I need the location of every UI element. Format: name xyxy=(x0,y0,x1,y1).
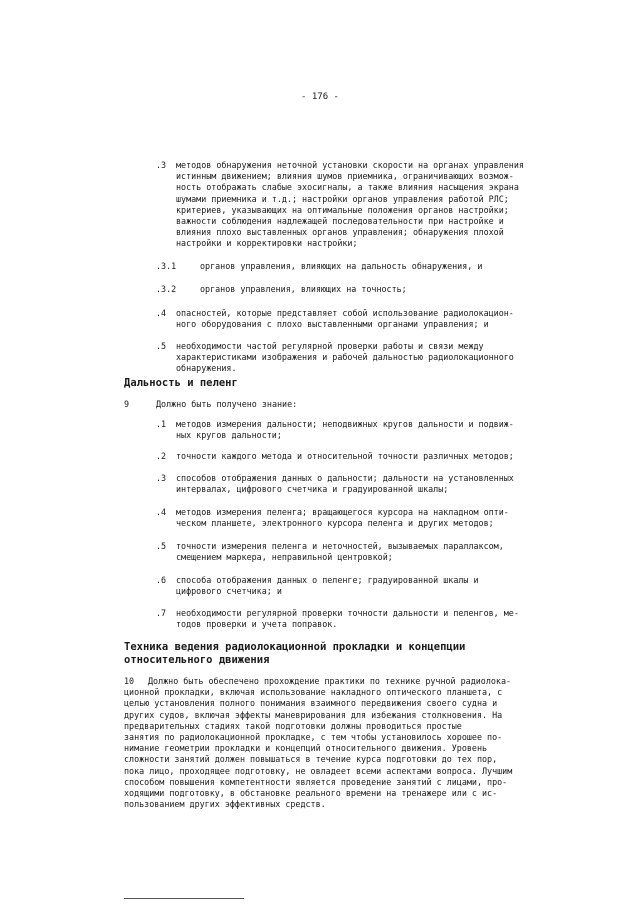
item-number: .3.2 xyxy=(156,284,177,294)
list-item xyxy=(156,284,556,296)
item-number: .1 xyxy=(156,419,167,429)
item-text: методов обнаружения неточной установки скорости на органах управления истинным движением; влияния шумов приемника, ограничивающих возмож- ность отображать слабые эхосигналы, а также влияния насыщения экрана шумами приемника и т.д.; настройки органов управления работой РЛС; критериев, указывающих на оптимальные положения органов настройки; важности соблюдения надлежащей последовательности при настройке и влияния плохо выставленных органов управления; обнаружения плохой настройки и корректировки настройки; xyxy=(176,160,524,249)
list-item xyxy=(156,473,556,497)
page-number: - 176 - xyxy=(301,92,339,102)
paragraph-text: Должно быть обеспечено прохождение практики по технике ручной радиолока- ционной прокладки, включая использование накладного оптического планшета, с целью установления полного понимания взаимного передвижения своего судна и других судов, включая эффекты маневрирования для избежания столкновения. На предварительных стадиях такой подготовки должны проводиться простые занятия по радиолокационной прокладке, с тем чтобы установилось хорошее по- нимание геометрии прокладки и концепций относительного движения. Уровень сложности занятий должен повышаться в течение курса подготовки до тех пор, пока лицо, проходящее подготовку, не овладеет всеми аспектами вопроса. Лучшим способом повышения компетентности является проведение занятий с лицами, про- ходящими подготовку, в обстановке реального времени на тренажере или с ис- пользованием других эффективных средств. xyxy=(124,676,513,810)
item-number: .5 xyxy=(156,541,167,551)
paragraph-10 xyxy=(124,676,564,810)
item-text: опасностей, которые представляет собой использование радиолокацион- ного оборудования с плохо выставленными органами управления; и xyxy=(176,308,514,330)
list-item xyxy=(156,507,556,531)
item-text: методов измерения пеленга; вращающегося курсора на накладном опти- ческом планшете, электронного курсора пеленга и других методов; xyxy=(176,507,509,529)
list-item xyxy=(156,160,556,252)
item-number: .5 xyxy=(156,341,167,351)
item-number: .3 xyxy=(156,160,167,170)
list-item xyxy=(156,419,556,443)
item-number: .6 xyxy=(156,575,167,585)
paragraph-intro xyxy=(124,399,524,411)
item-text: способов отображения данных о дальности; дальности на установленных интервалах, цифрового счетчика и градуированной шкалы; xyxy=(176,473,514,495)
item-text: точности измерения пеленга и неточностей, вызываемых параллаксом, смещением маркера, неправильной центровкой; xyxy=(176,541,504,563)
item-text: способа отображения данных о пеленге; градуированной шкалы и цифрового счетчика; и xyxy=(176,575,479,597)
list-item xyxy=(156,541,556,565)
section-heading: Техника ведения радиолокационной прокладки и концепции относительного движения xyxy=(124,641,466,666)
paragraph-number: 10 xyxy=(124,676,135,686)
item-number: .3 xyxy=(156,473,167,483)
item-text: точности каждого метода и относительной точности различных методов; xyxy=(176,451,514,461)
item-text: методов измерения дальности; неподвижных кругов дальности и подвиж- ных кругов дальности; xyxy=(176,419,514,441)
section-heading: Дальность и пеленг xyxy=(124,377,238,389)
item-number: .7 xyxy=(156,608,167,618)
list-item xyxy=(156,608,556,632)
item-text: необходимости регулярной проверки точности дальности и пеленгов, ме- тодов проверки и учета поправок. xyxy=(176,608,519,630)
item-number: .4 xyxy=(156,507,167,517)
list-item xyxy=(156,308,556,332)
item-text: необходимости частой регулярной проверки работы и связи между характеристиками изображения и рабочей дальностью радиолокационного обнаружения. xyxy=(176,341,514,374)
list-item xyxy=(156,451,556,463)
item-number: .4 xyxy=(156,308,167,318)
item-number: .2 xyxy=(156,451,167,461)
paragraph-number: 9 xyxy=(124,399,130,409)
footer-rule xyxy=(124,898,244,899)
list-item xyxy=(156,575,556,599)
item-text: органов управления, влияющих на дальность обнаружения, и xyxy=(200,261,483,271)
item-text: органов управления, влияющих на точность; xyxy=(200,284,407,294)
item-number: .3.1 xyxy=(156,261,177,271)
list-item xyxy=(156,341,556,377)
paragraph-intro-text: Должно быть получено знание: xyxy=(156,399,298,409)
list-item xyxy=(156,261,556,273)
